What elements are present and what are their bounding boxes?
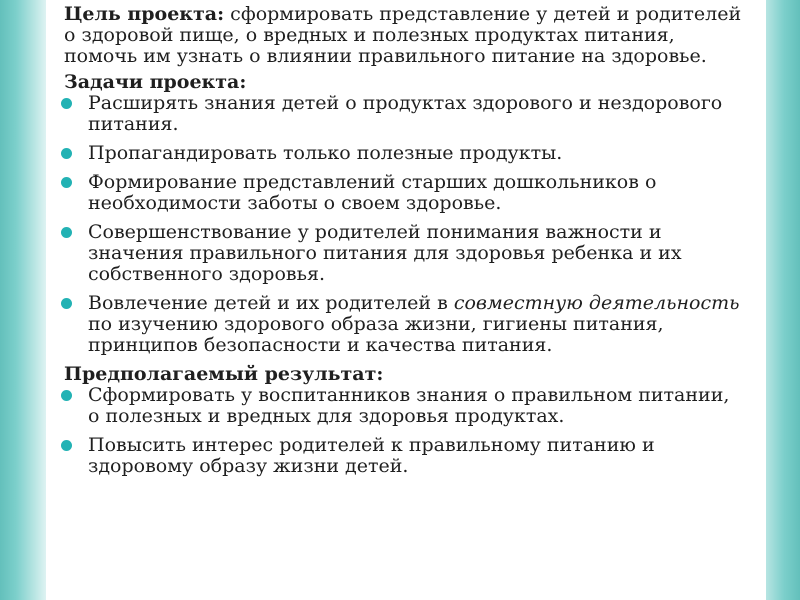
list-item — [52, 293, 742, 356]
result-heading: Предполагаемый результат: — [64, 363, 384, 385]
results-list — [52, 385, 742, 477]
goal-text: сформировать представление у детей и родителей о здоровой пище, о вредных и полезных продуктах питания, помочь им узнать о влиянии правильного питание на здоровье. — [64, 3, 742, 67]
bullet-icon — [61, 298, 72, 309]
list-item — [52, 172, 742, 214]
bullet-icon — [61, 148, 72, 159]
task-text: Расширять знания детей о продуктах здорового и нездорового питания. — [88, 92, 723, 135]
list-item — [52, 435, 742, 477]
list-item — [52, 143, 742, 164]
bullet-icon — [61, 98, 72, 109]
bullet-icon — [61, 440, 72, 451]
tasks-list — [52, 93, 742, 356]
slide-content — [52, 4, 742, 485]
bullet-icon — [61, 177, 72, 188]
goal-label: Цель проекта: — [64, 3, 225, 25]
task-text: Формирование представлений старших дошкольников о необходимости заботы о своем здоровье. — [88, 171, 657, 214]
tasks-heading: Задачи проекта: — [64, 71, 247, 93]
list-item — [52, 385, 742, 427]
task-text: Совершенствование у родителей понимания важности и значения правильного питания для здоровья ребенка и их собственного здоровья. — [88, 221, 682, 285]
bullet-icon — [61, 390, 72, 401]
result-text: Повысить интерес родителей к правильному питанию и здоровому образу жизни детей. — [88, 434, 655, 477]
task-text: Пропагандировать только полезные продукты. — [88, 142, 563, 164]
result-text: Сформировать у воспитанников знания о правильном питании, о полезных и вредных для здоровья продуктах. — [88, 384, 730, 427]
bullet-icon — [61, 227, 72, 238]
list-item — [52, 222, 742, 285]
project-goal — [52, 4, 742, 67]
task-text-suffix: по изучению здорового образа жизни, гигиены питания, принципов безопасности и качества питания. — [88, 313, 664, 356]
task-text-prefix: Вовлечение детей и их родителей в — [88, 292, 454, 314]
list-item — [52, 93, 742, 135]
task-text-italic: совместную деятельность — [453, 292, 740, 314]
